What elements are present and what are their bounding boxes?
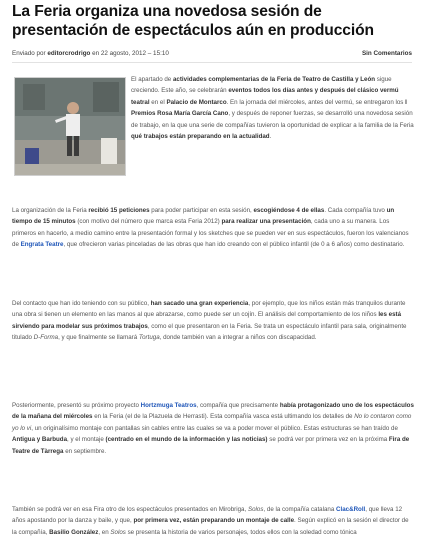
bold-text: por primera vez, están preparando un montaje de calle bbox=[133, 517, 295, 525]
bold-text: Fira de Teatre de Tàrrega bbox=[12, 436, 410, 455]
text-run: . bbox=[269, 133, 272, 141]
post-meta bbox=[12, 48, 412, 60]
text-run: , cada uno a su manera. Los primeros en hacerlo, a medio camino entre la presentación formal y los sketches que se pueden ver en sus espectáculos, fueron los valencianos de bbox=[12, 218, 409, 249]
bold-text: les está sirviendo para modelar sus próximos trabajos bbox=[12, 311, 402, 330]
bold-text: (centrado en el mundo de la información y las noticias) bbox=[105, 436, 268, 444]
bold-text: actividades complementarias de la Feria de Teatro de Castilla y León bbox=[172, 76, 376, 83]
text-run: , y después de reponer fuerzas, se desarrolló una novedosa sesión de trabajo, en la que una serie de compañías tuvieron la oportunidad de explicar a la familia de la Feria bbox=[131, 110, 414, 129]
text-run: , que ofrecieron varias pinceladas de las obras que han ido creando con el público infantil (de 0 a 6 años) como destinatario. bbox=[63, 241, 405, 249]
text-run: en el bbox=[149, 98, 167, 106]
divider bbox=[12, 62, 412, 63]
text-run: La organización de la Feria bbox=[12, 207, 89, 214]
text-run: (con motivo del número que marca esta Feria 2012) bbox=[75, 218, 222, 226]
text-run: para poder participar en esta sesión, bbox=[149, 207, 254, 214]
text-run: , por ejemplo, que los niños están más tranquilos durante una obra si tienen un elemento en las manos al que abrazarse, como puede ser un cojín. El análisis del comportamiento de los niños bbox=[12, 300, 406, 319]
bold-text: Palacio de Montarco bbox=[166, 98, 227, 106]
text-run: , un originalísimo montaje con pantallas sin cables entre las cuales se va a poder mover el público. Estas estructuras se han traído de bbox=[31, 424, 398, 432]
bold-text: había protagonizado uno de los espectáculos de la mañana del miércoles bbox=[12, 402, 414, 421]
text-run: También se podrá ver en esa Fira otro de los espectáculos presentados en Mirobriga, bbox=[12, 506, 248, 513]
meta-prefix: Enviado por bbox=[12, 50, 48, 57]
text-run: . Según explicó en la sesión el director de la compañía, bbox=[12, 517, 409, 536]
bold-text: I Premios Rosa María García Cano bbox=[131, 98, 407, 118]
text-run: . En la jornada del miércoles, antes del vermú, se entregaron los bbox=[226, 98, 406, 106]
inline-link[interactable]: Hortzmuga Teatros bbox=[140, 402, 197, 409]
italic-text: D-Forma bbox=[33, 334, 59, 342]
bold-text: para realizar una presentación bbox=[221, 218, 311, 226]
bold-text: han sacado una gran experiencia bbox=[150, 300, 249, 307]
text-run: Del contacto que han ido teniendo con su público, bbox=[12, 300, 151, 307]
bold-text: un tiempo de 15 minutos bbox=[12, 207, 395, 226]
paragraph-organizacion bbox=[12, 205, 414, 251]
text-run: se podrá ver por primera vez en la próxima bbox=[267, 436, 389, 444]
post-date: en 22 agosto, 2012 – 15:10 bbox=[90, 50, 169, 57]
paragraph-hortzmuga bbox=[12, 400, 414, 457]
paragraph-contacto bbox=[12, 298, 414, 344]
bold-text: Basilio González bbox=[49, 528, 99, 536]
inline-link[interactable]: Engrata Teatre bbox=[20, 241, 64, 249]
text-run: , y que finalmente se llamará bbox=[58, 334, 139, 342]
author-link[interactable]: editorcrodrigo bbox=[47, 50, 91, 57]
article-title[interactable]: La Feria organiza una novedosa sesión de presentación de espectáculos aún en producción bbox=[12, 3, 374, 39]
bold-text: escogiéndose 4 de ellas bbox=[253, 207, 325, 214]
paragraph-intro bbox=[131, 74, 414, 142]
text-run: en la Feria (el de la Plazuela de Herrasti). Esta compañía vasca está ultimando los detalles de bbox=[92, 413, 355, 421]
text-run: . Cada compañía tuvo bbox=[324, 207, 387, 214]
text-run: , de la compañía catalana bbox=[263, 506, 337, 513]
text-run: Posteriormente, presentó su próximo proyecto bbox=[12, 402, 141, 409]
article-photo bbox=[14, 77, 126, 176]
text-run: , y el montaje bbox=[67, 436, 106, 444]
italic-text: Tortuga bbox=[138, 334, 160, 342]
bold-text: Antigua y Barbuda bbox=[12, 436, 68, 444]
text-run: se presenta la historia de varios personajes, todos ellos con la soledad como tónica bbox=[125, 528, 357, 536]
bold-text: qué trabajos están preparando en la actualidad bbox=[131, 133, 270, 141]
italic-text: Solos bbox=[110, 528, 126, 536]
bold-text: recibió 15 peticiones bbox=[88, 207, 150, 214]
bold-text: eventos todos los días antes y después del clásico vermú teatral bbox=[131, 87, 399, 106]
text-run: El apartado de bbox=[131, 76, 173, 83]
text-run: , que lleva 12 años apostando por la danza y baile, y que, bbox=[12, 506, 403, 525]
paragraph-clacroll bbox=[12, 504, 414, 538]
text-run: sigue creciendo. Este año, se celebrarán bbox=[131, 76, 392, 95]
italic-text: Solos bbox=[247, 506, 264, 513]
inline-link[interactable]: Clac&Roll bbox=[336, 506, 366, 513]
comments-link[interactable]: Sin Comentarios bbox=[361, 50, 412, 57]
photo-illustration bbox=[15, 78, 125, 175]
italic-text: No lo contaron como yo lo vi bbox=[12, 413, 412, 432]
text-run: , compañía que precisamente bbox=[196, 402, 280, 409]
text-run: , en bbox=[98, 528, 111, 536]
text-run: , donde también van a integrar a niños con discapacidad. bbox=[159, 334, 317, 342]
text-run: , como el que presentaron en la Feria. Se trata un espectáculo infantil para sala, originalmente titulado bbox=[12, 322, 407, 342]
text-run: en septiembre. bbox=[63, 447, 107, 455]
